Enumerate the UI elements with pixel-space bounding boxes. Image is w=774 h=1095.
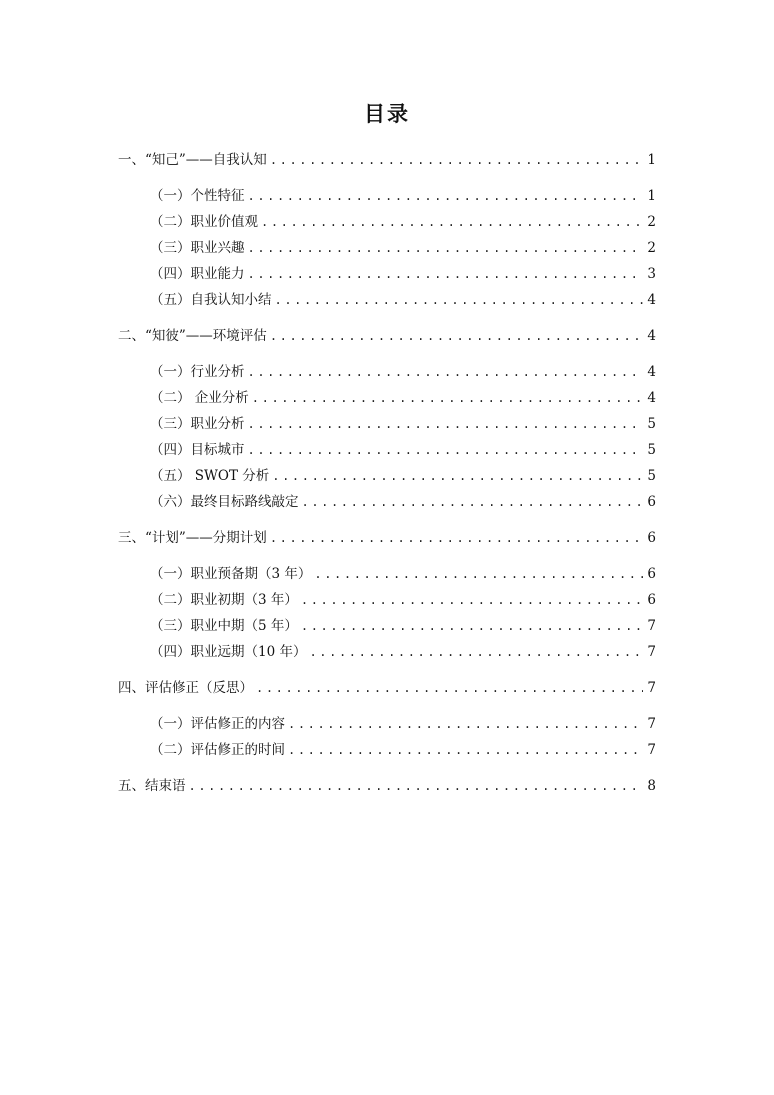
toc-entry-text: （二） 企业分析 — [150, 390, 249, 406]
toc-entry-2-2[interactable] — [150, 388, 656, 408]
toc-page-number: 7 — [647, 742, 656, 758]
toc-entry-1[interactable] — [118, 150, 656, 170]
dot-leader — [248, 362, 644, 382]
toc-entry-5[interactable] — [118, 776, 656, 796]
toc-entry-3[interactable] — [118, 528, 656, 548]
dot-leader — [314, 564, 643, 584]
dot-leader — [288, 740, 643, 760]
toc-entry-text: （一）个性特征 — [150, 188, 245, 204]
toc-page-number: 5 — [647, 442, 656, 458]
toc-entry-2-3[interactable] — [150, 414, 656, 434]
toc-entry-text: （五）自我认知小结 — [150, 292, 272, 308]
toc-entry-text: （二）评估修正的时间 — [150, 742, 285, 758]
toc-entry-text: （二）职业价值观 — [150, 214, 258, 230]
toc-page-number: 7 — [647, 680, 656, 696]
toc-page-number: 8 — [647, 778, 656, 794]
toc-entry-2-6[interactable] — [150, 492, 656, 512]
toc-entry-4-2[interactable] — [150, 740, 656, 760]
toc-entry-text: 四、评估修正（反思） — [118, 680, 253, 696]
dot-leader — [301, 590, 644, 610]
toc-entry-text: （五） SWOT 分析 — [150, 468, 270, 484]
toc-entry-3-1[interactable] — [150, 564, 656, 584]
toc-entry-text: 二、“知彼”——环境评估 — [118, 328, 267, 344]
toc-entry-3-3[interactable] — [150, 616, 656, 636]
toc-page-number: 1 — [647, 152, 656, 168]
dot-leader — [248, 238, 644, 258]
toc-entry-3-4[interactable] — [150, 642, 656, 662]
dot-leader — [270, 528, 644, 548]
toc-page-number: 6 — [647, 592, 656, 608]
toc-entry-text: （四）职业能力 — [150, 266, 245, 282]
toc-entry-text: （一）职业预备期（3 年） — [150, 566, 312, 582]
toc-page-number: 1 — [647, 188, 656, 204]
toc-entry-1-5[interactable] — [150, 290, 656, 310]
toc-entry-text: （三）职业分析 — [150, 416, 245, 432]
toc-page-number: 7 — [647, 618, 656, 634]
dot-leader — [302, 492, 644, 512]
toc-entry-1-1[interactable] — [150, 186, 656, 206]
dot-leader — [248, 186, 644, 206]
toc-page-number: 6 — [647, 566, 656, 582]
toc-page-number: 4 — [647, 328, 656, 344]
dot-leader — [248, 440, 644, 460]
dot-leader — [248, 264, 644, 284]
dot-leader — [309, 642, 643, 662]
toc-entry-text: （四）职业远期（10 年） — [150, 644, 307, 660]
dot-leader — [301, 616, 644, 636]
toc-page-number: 6 — [647, 530, 656, 546]
toc-entry-2-5[interactable] — [150, 466, 656, 486]
dot-leader — [275, 290, 644, 310]
dot-leader — [248, 414, 644, 434]
dot-leader — [272, 466, 643, 486]
toc-entry-text: （三）职业兴趣 — [150, 240, 245, 256]
toc-entry-text: （三）职业中期（5 年） — [150, 618, 298, 634]
toc-page-number: 4 — [647, 390, 656, 406]
toc-page-number: 5 — [647, 468, 656, 484]
dot-leader — [261, 212, 643, 232]
toc-entry-1-3[interactable] — [150, 238, 656, 258]
toc-entry-3-2[interactable] — [150, 590, 656, 610]
toc-entry-4[interactable] — [118, 678, 656, 698]
toc-entry-text: （一）行业分析 — [150, 364, 245, 380]
toc-entry-text: （六）最终目标路线敲定 — [150, 494, 299, 510]
toc-entry-text: 一、“知己”——自我认知 — [118, 152, 267, 168]
toc-page-number: 2 — [647, 240, 656, 256]
toc-page-number: 2 — [647, 214, 656, 230]
toc-page-number: 4 — [647, 292, 656, 308]
toc-entry-2-1[interactable] — [150, 362, 656, 382]
toc-entry-1-2[interactable] — [150, 212, 656, 232]
toc-page-number: 7 — [647, 716, 656, 732]
toc-entry-text: 三、“计划”——分期计划 — [118, 530, 267, 546]
toc-entry-2-4[interactable] — [150, 440, 656, 460]
dot-leader — [270, 150, 644, 170]
toc-entry-1-4[interactable] — [150, 264, 656, 284]
toc-entry-4-1[interactable] — [150, 714, 656, 734]
toc-entry-2[interactable] — [118, 326, 656, 346]
dot-leader — [256, 678, 643, 698]
dot-leader — [270, 326, 644, 346]
toc-page-number: 6 — [647, 494, 656, 510]
dot-leader — [189, 776, 644, 796]
dot-leader — [252, 388, 644, 408]
toc-entry-text: （一）评估修正的内容 — [150, 716, 285, 732]
toc-page-number: 5 — [647, 416, 656, 432]
page-title: 目录 — [364, 102, 410, 126]
toc-entry-text: （二）职业初期（3 年） — [150, 592, 298, 608]
dot-leader — [288, 714, 643, 734]
toc-page-number: 3 — [647, 266, 656, 282]
toc-entry-text: 五、结束语 — [118, 778, 186, 794]
toc-page-number: 4 — [647, 364, 656, 380]
toc-entry-text: （四）目标城市 — [150, 442, 245, 458]
toc-page-number: 7 — [647, 644, 656, 660]
